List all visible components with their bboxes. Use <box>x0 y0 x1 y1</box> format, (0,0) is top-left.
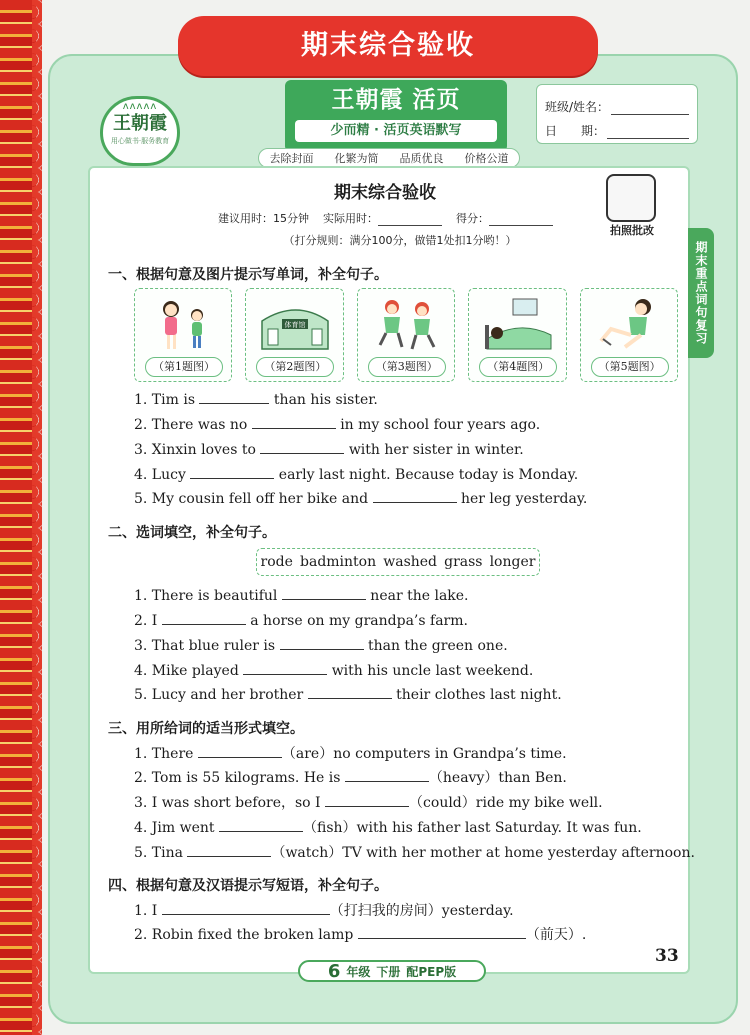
score-label: 得分： <box>456 212 489 225</box>
photo-grading-label: 拍照批改 <box>610 224 654 237</box>
brand-logo <box>100 96 180 166</box>
answer-blank[interactable] <box>280 636 364 650</box>
page-number: 33 <box>655 946 679 966</box>
score-group <box>456 210 553 226</box>
answer-blank[interactable] <box>199 390 269 404</box>
word-bank-item: rode <box>260 554 293 570</box>
picture-card <box>357 288 455 382</box>
scoring-rule-note: （打分规则：满分100分，做错1处扣1分哟！） <box>283 234 517 247</box>
question-item: 5. Lucy and her brother their clothes last night. <box>134 687 562 703</box>
section-1-title: 一、根据句意及图片提示写单词，补全句子。 <box>108 267 388 283</box>
slogan: 化繁为简 <box>334 152 379 165</box>
section-4-title: 四、根据句意及汉语提示写短语，补全句子。 <box>108 878 388 894</box>
answer-blank[interactable] <box>190 465 274 479</box>
question-item: 1. There （are）no computers in Grandpa’s time. <box>134 746 567 762</box>
photo-grading-box[interactable] <box>606 174 656 222</box>
word-bank-item: longer <box>489 554 536 570</box>
picture-caption: （第1题图） <box>145 357 223 377</box>
side-tab: 期末重点词句复习 <box>688 228 714 358</box>
time-score-row <box>218 210 578 226</box>
word-bank-item: washed <box>383 554 438 570</box>
brand-panel-subtitle: 少而精 · 活页英语默写 <box>295 120 497 142</box>
word-bank <box>256 548 540 576</box>
word-bank-item: grass <box>444 554 483 570</box>
answer-blank[interactable] <box>373 489 457 503</box>
question-item: 1. Tim is than his sister. <box>134 392 378 408</box>
class-name-row <box>545 91 689 115</box>
answer-blank[interactable] <box>187 843 271 857</box>
picture-row <box>134 288 678 384</box>
question-item: 1. I （打扫我的房间）yesterday. <box>134 903 514 919</box>
answer-blank[interactable] <box>358 925 526 939</box>
hurt-leg-icon <box>591 295 669 355</box>
question-item: 1. There is beautiful near the lake. <box>134 588 469 604</box>
grade-suffix: 年级 <box>346 964 371 979</box>
question-item: 3. Xinxin loves to with her sister in winter. <box>134 442 524 458</box>
grade-number: 6 <box>327 960 341 982</box>
suggested-time: 建议用时：15分钟 <box>218 212 309 225</box>
answer-blank[interactable] <box>325 793 409 807</box>
section-3-title: 三、用所给词的适当形式填空。 <box>108 721 304 737</box>
logo-crown-text: ʌʌʌʌʌ <box>122 101 158 112</box>
question-item: 3. I was short before，so I （could）ride my bike well. <box>134 795 603 811</box>
logo-brand-text: 王朝霞 <box>113 113 167 134</box>
slogan: 品质优良 <box>399 152 444 165</box>
sleeping-icon <box>479 295 557 355</box>
children-icon <box>145 295 223 355</box>
answer-blank[interactable] <box>282 586 366 600</box>
picture-card <box>580 288 678 382</box>
question-item: 3. That blue ruler is than the green one. <box>134 638 508 654</box>
brand-panel-title: 王朝霞 活页 <box>331 87 461 113</box>
logo-sub-text: 用心做书·服务教育 <box>110 137 170 145</box>
gym-building-icon <box>256 295 334 355</box>
word-bank-item: badminton <box>300 554 377 570</box>
answer-blank[interactable] <box>219 818 303 832</box>
gym-sign: 体育馆 <box>284 321 306 329</box>
class-name-label: 班级/姓名： <box>545 100 610 114</box>
slogan: 价格公道 <box>464 152 509 165</box>
top-banner-title: 期末综合验收 <box>178 16 598 76</box>
picture-card <box>245 288 343 382</box>
page-title: 期末综合验收 <box>334 183 436 203</box>
answer-blank[interactable] <box>260 440 344 454</box>
question-item: 2. I a horse on my grandpa’s farm. <box>134 613 468 629</box>
slogan: 去除封面 <box>269 152 314 165</box>
picture-caption: （第3题图） <box>368 357 446 377</box>
question-item: 5. My cousin fell off her bike and her leg yesterday. <box>134 491 588 507</box>
question-item: 4. Jim went （fish）with his father last Saturday. It was fun. <box>134 820 642 836</box>
question-item: 5. Tina （watch）TV with her mother at home yesterday afternoon. <box>134 845 695 861</box>
skating-icon <box>368 295 446 355</box>
answer-blank[interactable] <box>162 611 246 625</box>
picture-card <box>134 288 232 382</box>
student-info-box <box>536 84 698 144</box>
answer-blank[interactable] <box>243 661 327 675</box>
picture-caption: （第2题图） <box>256 357 334 377</box>
term-label: 下册 <box>376 964 401 979</box>
actual-time-label: 实际用时： <box>323 212 378 225</box>
answer-blank[interactable] <box>308 685 392 699</box>
grade-footer <box>298 960 486 982</box>
answer-blank[interactable] <box>345 768 429 782</box>
class-name-field[interactable] <box>611 101 689 115</box>
question-item: 2. There was no in my school four years ago. <box>134 417 541 433</box>
section-2-title: 二、选词填空，补全句子。 <box>108 525 276 541</box>
question-item: 2. Tom is 55 kilograms. He is （heavy）than Ben. <box>134 770 567 786</box>
date-field[interactable] <box>607 125 689 139</box>
answer-blank[interactable] <box>198 744 282 758</box>
picture-caption: （第4题图） <box>479 357 557 377</box>
edition-label: 配PEP版 <box>406 964 457 979</box>
score-field[interactable] <box>489 214 553 226</box>
decorative-ribbon <box>0 0 36 1035</box>
answer-blank[interactable] <box>252 415 336 429</box>
actual-time-group <box>323 210 442 226</box>
picture-card <box>468 288 566 382</box>
question-item: 4. Mike played with his uncle last weekend. <box>134 663 534 679</box>
date-row <box>545 115 689 139</box>
picture-caption: （第5题图） <box>591 357 669 377</box>
slogan-bar <box>258 148 520 168</box>
actual-time-field[interactable] <box>378 214 442 226</box>
answer-blank[interactable] <box>162 901 330 915</box>
question-item: 4. Lucy early last night. Because today is Monday. <box>134 467 579 483</box>
date-label: 日 期： <box>545 124 606 138</box>
question-item: 2. Robin fixed the broken lamp （前天）. <box>134 927 587 943</box>
brand-panel <box>285 80 507 152</box>
